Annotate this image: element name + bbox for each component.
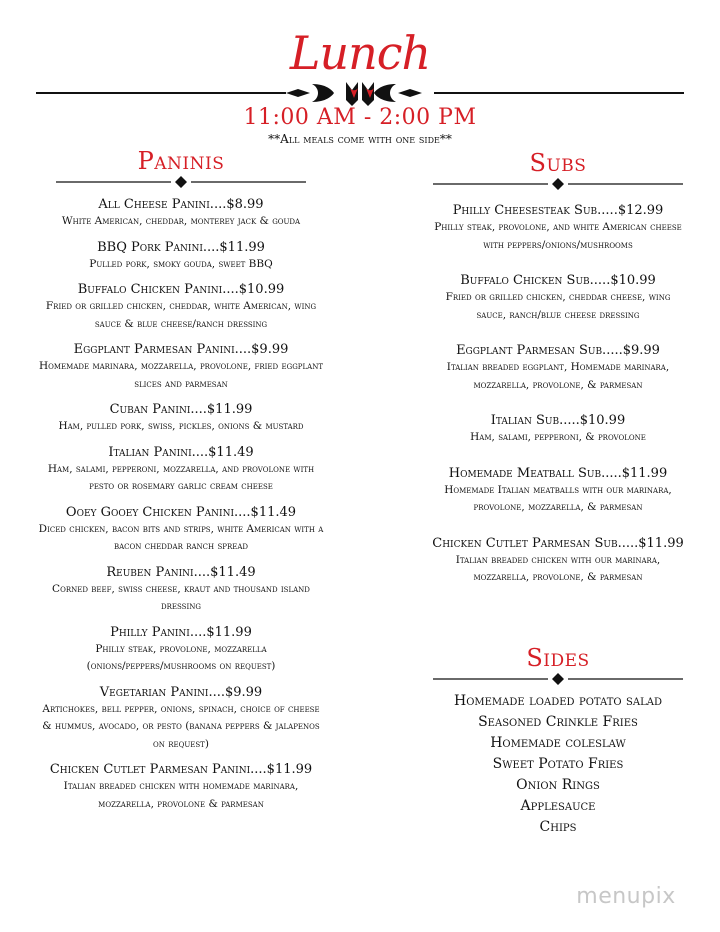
item-description: Pulled pork, smoky gouda, sweet BBQ [89, 257, 273, 270]
menu-item [430, 202, 686, 254]
side-item: Homemade loaded potato salad [453, 692, 662, 709]
item-description: Ham, pulled pork, swiss, pickles, onions & mustard [58, 420, 304, 432]
item-description: Homemade marinara, mozzarella, provolone, fried eggplant slices and parmesan [38, 360, 323, 390]
menu-item [38, 761, 324, 813]
menu-item [38, 504, 324, 556]
item-description: Fried or grilled chicken, cheddar cheese, wing sauce, ranch/blue cheese dressing [445, 291, 671, 321]
item-name: Eggplant Parmesan Panini....$9.99 [73, 342, 289, 357]
side-item: Seasoned Crinkle Fries [478, 713, 638, 730]
paninis-title: Paninis [137, 147, 225, 175]
menu-item [38, 281, 324, 333]
item-name: Philly Cheesesteak Sub.....$12.99 [452, 203, 664, 218]
sides-divider [433, 673, 683, 685]
menu-item [430, 535, 686, 587]
side-item: Onion Rings [516, 776, 600, 793]
menu-item [430, 412, 686, 447]
menu-item [430, 465, 686, 517]
item-name: Chicken Cutlet Parmesan Panini....$11.99 [49, 762, 313, 777]
item-name: Vegetarian Panini....$9.99 [99, 684, 263, 700]
item-name: Italian Sub.....$10.99 [490, 413, 626, 428]
hours-text: 11:00 AM - 2:00 PM [243, 105, 477, 130]
side-item: Sweet Potato Fries [492, 755, 624, 772]
side-item: Homemade coleslaw [490, 734, 626, 751]
menu-item [38, 564, 324, 616]
item-description: Fried or grilled chicken, cheddar, white American, wing sauce & blue cheese/ranch dressing [45, 300, 317, 330]
item-description: Diced chicken, bacon bits and strips, white American with a bacon cheddar ranch spread [38, 522, 324, 552]
item-description: Italian breaded eggplant, Homemade marinara, mozzarella, provolone, & parmesan [446, 361, 670, 391]
sides-section [430, 643, 686, 838]
item-name: Philly Panini....$11.99 [110, 624, 252, 640]
item-name: Buffalo Chicken Sub.....$10.99 [460, 273, 656, 288]
item-name: Homemade Meatball Sub.....$11.99 [448, 465, 668, 481]
item-name: Cuban Panini....$11.99 [109, 402, 253, 417]
item-name: Ooey Gooey Chicken Panini....$11.49 [65, 504, 297, 520]
menu-title: Lunch [289, 26, 431, 80]
item-name: BBQ Pork Panini....$11.99 [97, 239, 265, 255]
menu-item [38, 684, 324, 754]
menu-item [38, 624, 324, 676]
item-description: Corned beef, swiss cheese, kraut and thousand island dressing [52, 582, 310, 612]
subs-section [430, 148, 686, 838]
item-name: Italian Panini....$11.49 [108, 444, 254, 460]
menu-item [430, 342, 686, 394]
menu-item [430, 272, 686, 324]
item-description: Ham, salami, pepperoni, mozzarella, and provolone with pesto or rosemary garlic cream cheese [47, 462, 315, 492]
item-name: Reuben Panini....$11.49 [106, 564, 256, 580]
item-description: Homemade Italian meatballs with our marinara, provolone, mozzarella, & parmesan [444, 483, 672, 513]
item-description: Philly steak, provolone, and white American cheese with peppers/onions/mushrooms [434, 221, 682, 251]
item-name: Buffalo Chicken Panini....$10.99 [77, 282, 285, 297]
paninis-divider [56, 176, 306, 188]
item-name: Eggplant Parmesan Sub.....$9.99 [456, 343, 660, 358]
item-description: Italian breaded chicken with our marinara, mozzarella, provolone, & parmesan [455, 553, 661, 583]
paninis-section [38, 146, 324, 813]
item-description: Artichokes, bell pepper, onions, spinach, choice of cheese & hummus, avocado, or pesto (banana peppers & jalapenos on request) [42, 702, 320, 750]
menu-item [38, 444, 324, 496]
menu-item [38, 196, 324, 231]
side-note: **All meals come with one side** [268, 132, 452, 146]
menu-item [38, 401, 324, 436]
sides-list [430, 691, 686, 838]
menupix-watermark: menupix [576, 884, 676, 909]
item-description: Ham, salami, pepperoni, & provolone [470, 431, 646, 443]
side-item: Chips [539, 818, 577, 835]
item-name: Chicken Cutlet Parmesan Sub.....$11.99 [432, 535, 684, 551]
sides-title: Sides [526, 643, 590, 672]
menu-item [38, 239, 324, 274]
item-description: Italian breaded chicken with homemade marinara, mozzarella, provolone & parmesan [63, 780, 299, 810]
menu-item [38, 341, 324, 393]
item-description: White American, cheddar, monterey jack & gouda [61, 215, 301, 227]
subs-title: Subs [529, 149, 587, 177]
item-description: Philly steak, provolone, mozzarella (onions/peppers/mushrooms on request) [86, 642, 276, 672]
subs-divider [433, 178, 683, 190]
item-name: All Cheese Panini....$8.99 [98, 197, 264, 212]
side-item: Applesauce [520, 797, 596, 814]
